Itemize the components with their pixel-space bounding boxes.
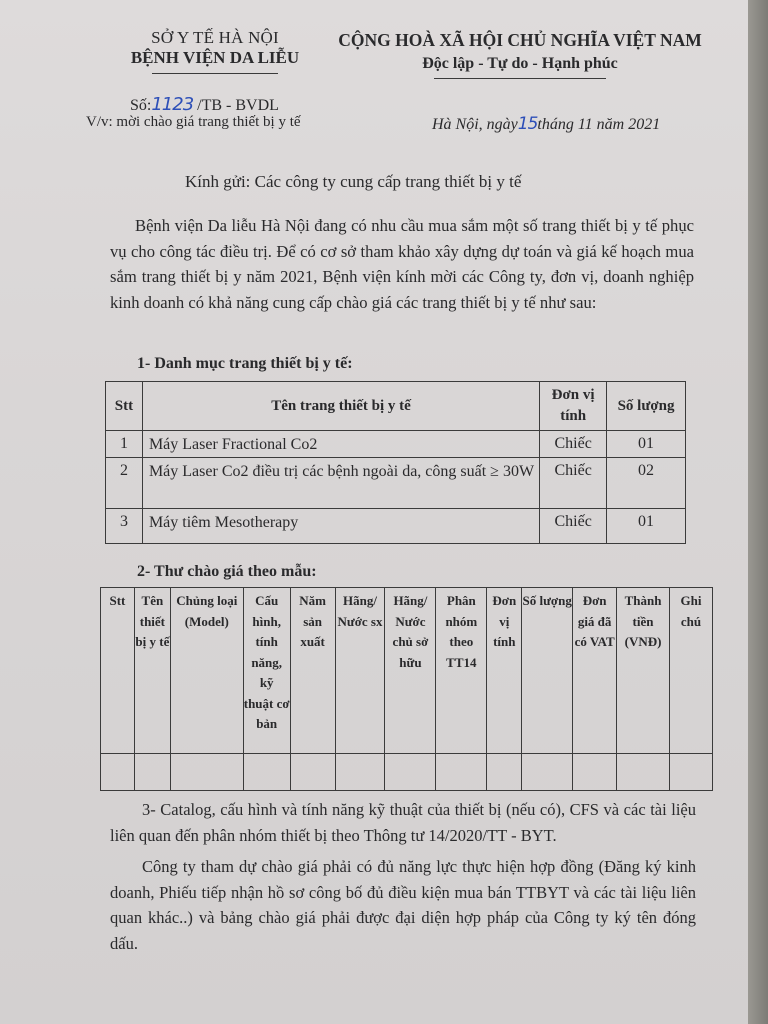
salutation: Kính gửi: Các công ty cung cấp trang thiết bị y tế — [185, 172, 522, 191]
empty-cell — [385, 754, 436, 791]
empty-cell — [522, 754, 573, 791]
cell-stt: 2 — [106, 458, 143, 509]
section3-block — [110, 797, 696, 956]
table-header-row — [106, 382, 686, 431]
handwritten-day: 15 — [517, 114, 538, 134]
document-date — [432, 114, 660, 134]
cell-qty: 02 — [607, 458, 686, 509]
page-edge-shadow — [748, 0, 768, 1024]
number-suffix: /TB - BVDL — [197, 97, 279, 114]
section3-paragraph: 3- Catalog, cấu hình và tính năng kỹ thuật của thiết bị (nếu có), CFS và các tài liệu liên quan đến phân nhóm thiết bị theo Thông tư 14/2020/TT - BYT. — [110, 800, 696, 845]
column-header: Tên trang thiết bị y tế — [142, 382, 539, 431]
section1-title: 1- Danh mục trang thiết bị y tế: — [137, 355, 353, 372]
cell-qty: 01 — [607, 509, 686, 544]
empty-cell — [290, 754, 335, 791]
empty-cell — [134, 754, 170, 791]
column-header: Ghi chú — [669, 588, 712, 754]
intro-text: Bệnh viện Da liễu Hà Nội đang có nhu cầu mua sắm một số trang thiết bị y tế phục vụ cho công tác điều trị. Để có cơ sở tham khảo xây dựng dự toán và giá kế hoạch mua sắm trang thiết bị y năm 2021, Bệnh viện kính mời các Công ty, đơn vị, doanh nghiệp kinh doanh có khả năng cung cấp chào giá các trang thiết bị y tế như sau: — [110, 216, 694, 312]
cell-stt: 1 — [106, 431, 143, 458]
cell-name: Máy Laser Co2 điều trị các bệnh ngoài da, công suất ≥ 30W — [142, 458, 539, 509]
national-header — [320, 30, 720, 79]
nation-title: CỘNG HOÀ XÃ HỘI CHỦ NGHĨA VIỆT NAM — [338, 30, 702, 50]
motto-underline — [434, 78, 606, 79]
issuer-underline — [152, 73, 278, 74]
quotation-form-table — [100, 587, 713, 791]
column-header: Số lượng — [522, 588, 573, 754]
date-suffix: tháng 11 năm 2021 — [537, 116, 661, 133]
cell-unit: Chiếc — [540, 509, 607, 544]
cell-unit: Chiếc — [540, 431, 607, 458]
cell-qty: 01 — [607, 431, 686, 458]
section2-title: 2- Thư chào giá theo mẫu: — [137, 563, 317, 580]
column-header: Đơn vị tính — [540, 382, 607, 431]
column-header: Số lượng — [607, 382, 686, 431]
date-prefix: Hà Nội, ngày — [432, 116, 518, 133]
hospital-name: BỆNH VIỆN DA LIỄU — [130, 48, 300, 67]
cell-stt: 3 — [106, 509, 143, 544]
table-header-row — [101, 588, 713, 754]
empty-cell — [617, 754, 670, 791]
empty-cell — [573, 754, 617, 791]
table-row — [106, 509, 686, 544]
agency-name: SỞ Y TẾ HÀ NỘI — [151, 28, 279, 47]
empty-cell — [669, 754, 712, 791]
cell-name: Máy tiêm Mesotherapy — [142, 509, 539, 544]
empty-cell — [335, 754, 385, 791]
handwritten-number: 1123 — [151, 94, 194, 115]
column-header: Hãng/ Nước chủ sở hữu — [385, 588, 436, 754]
empty-cell — [436, 754, 487, 791]
column-header: Cấu hình, tính năng, kỹ thuật cơ bản — [243, 588, 290, 754]
intro-paragraph — [110, 213, 694, 315]
issuer-block — [110, 28, 320, 74]
column-header: Thành tiền (VNĐ) — [617, 588, 670, 754]
table-row — [106, 458, 686, 509]
requirements-paragraph: Công ty tham dự chào giá phải có đủ năng lực thực hiện hợp đồng (Đăng ký kinh doanh, Phiếu tiếp nhận hồ sơ công bố đủ điều kiện mua bán TTBYT và các tài liệu liên quan khác..) và bảng chào giá phải được đại diện hợp pháp của Công ty ký tên đóng dấu. — [110, 857, 696, 953]
number-prefix: Số: — [130, 97, 152, 114]
column-header: Đơn giá đã có VAT — [573, 588, 617, 754]
column-header: Chủng loại (Model) — [170, 588, 243, 754]
table-row-empty — [101, 754, 713, 791]
column-header: Stt — [106, 382, 143, 431]
column-header: Hãng/ Nước sx — [335, 588, 385, 754]
column-header: Stt — [101, 588, 135, 754]
column-header: Đơn vị tính — [487, 588, 522, 754]
equipment-list-table — [105, 381, 686, 544]
column-header: Phân nhóm theo TT14 — [436, 588, 487, 754]
cell-name: Máy Laser Fractional Co2 — [142, 431, 539, 458]
column-header: Tên thiết bị y tế — [134, 588, 170, 754]
cell-unit: Chiếc — [540, 458, 607, 509]
subject-line: V/v: mời chào giá trang thiết bị y tế — [86, 114, 301, 130]
column-header: Năm sản xuất — [290, 588, 335, 754]
motto: Độc lập - Tự do - Hạnh phúc — [422, 55, 618, 72]
empty-cell — [170, 754, 243, 791]
table-row — [106, 431, 686, 458]
empty-cell — [487, 754, 522, 791]
empty-cell — [243, 754, 290, 791]
document-number — [130, 94, 279, 115]
empty-cell — [101, 754, 135, 791]
